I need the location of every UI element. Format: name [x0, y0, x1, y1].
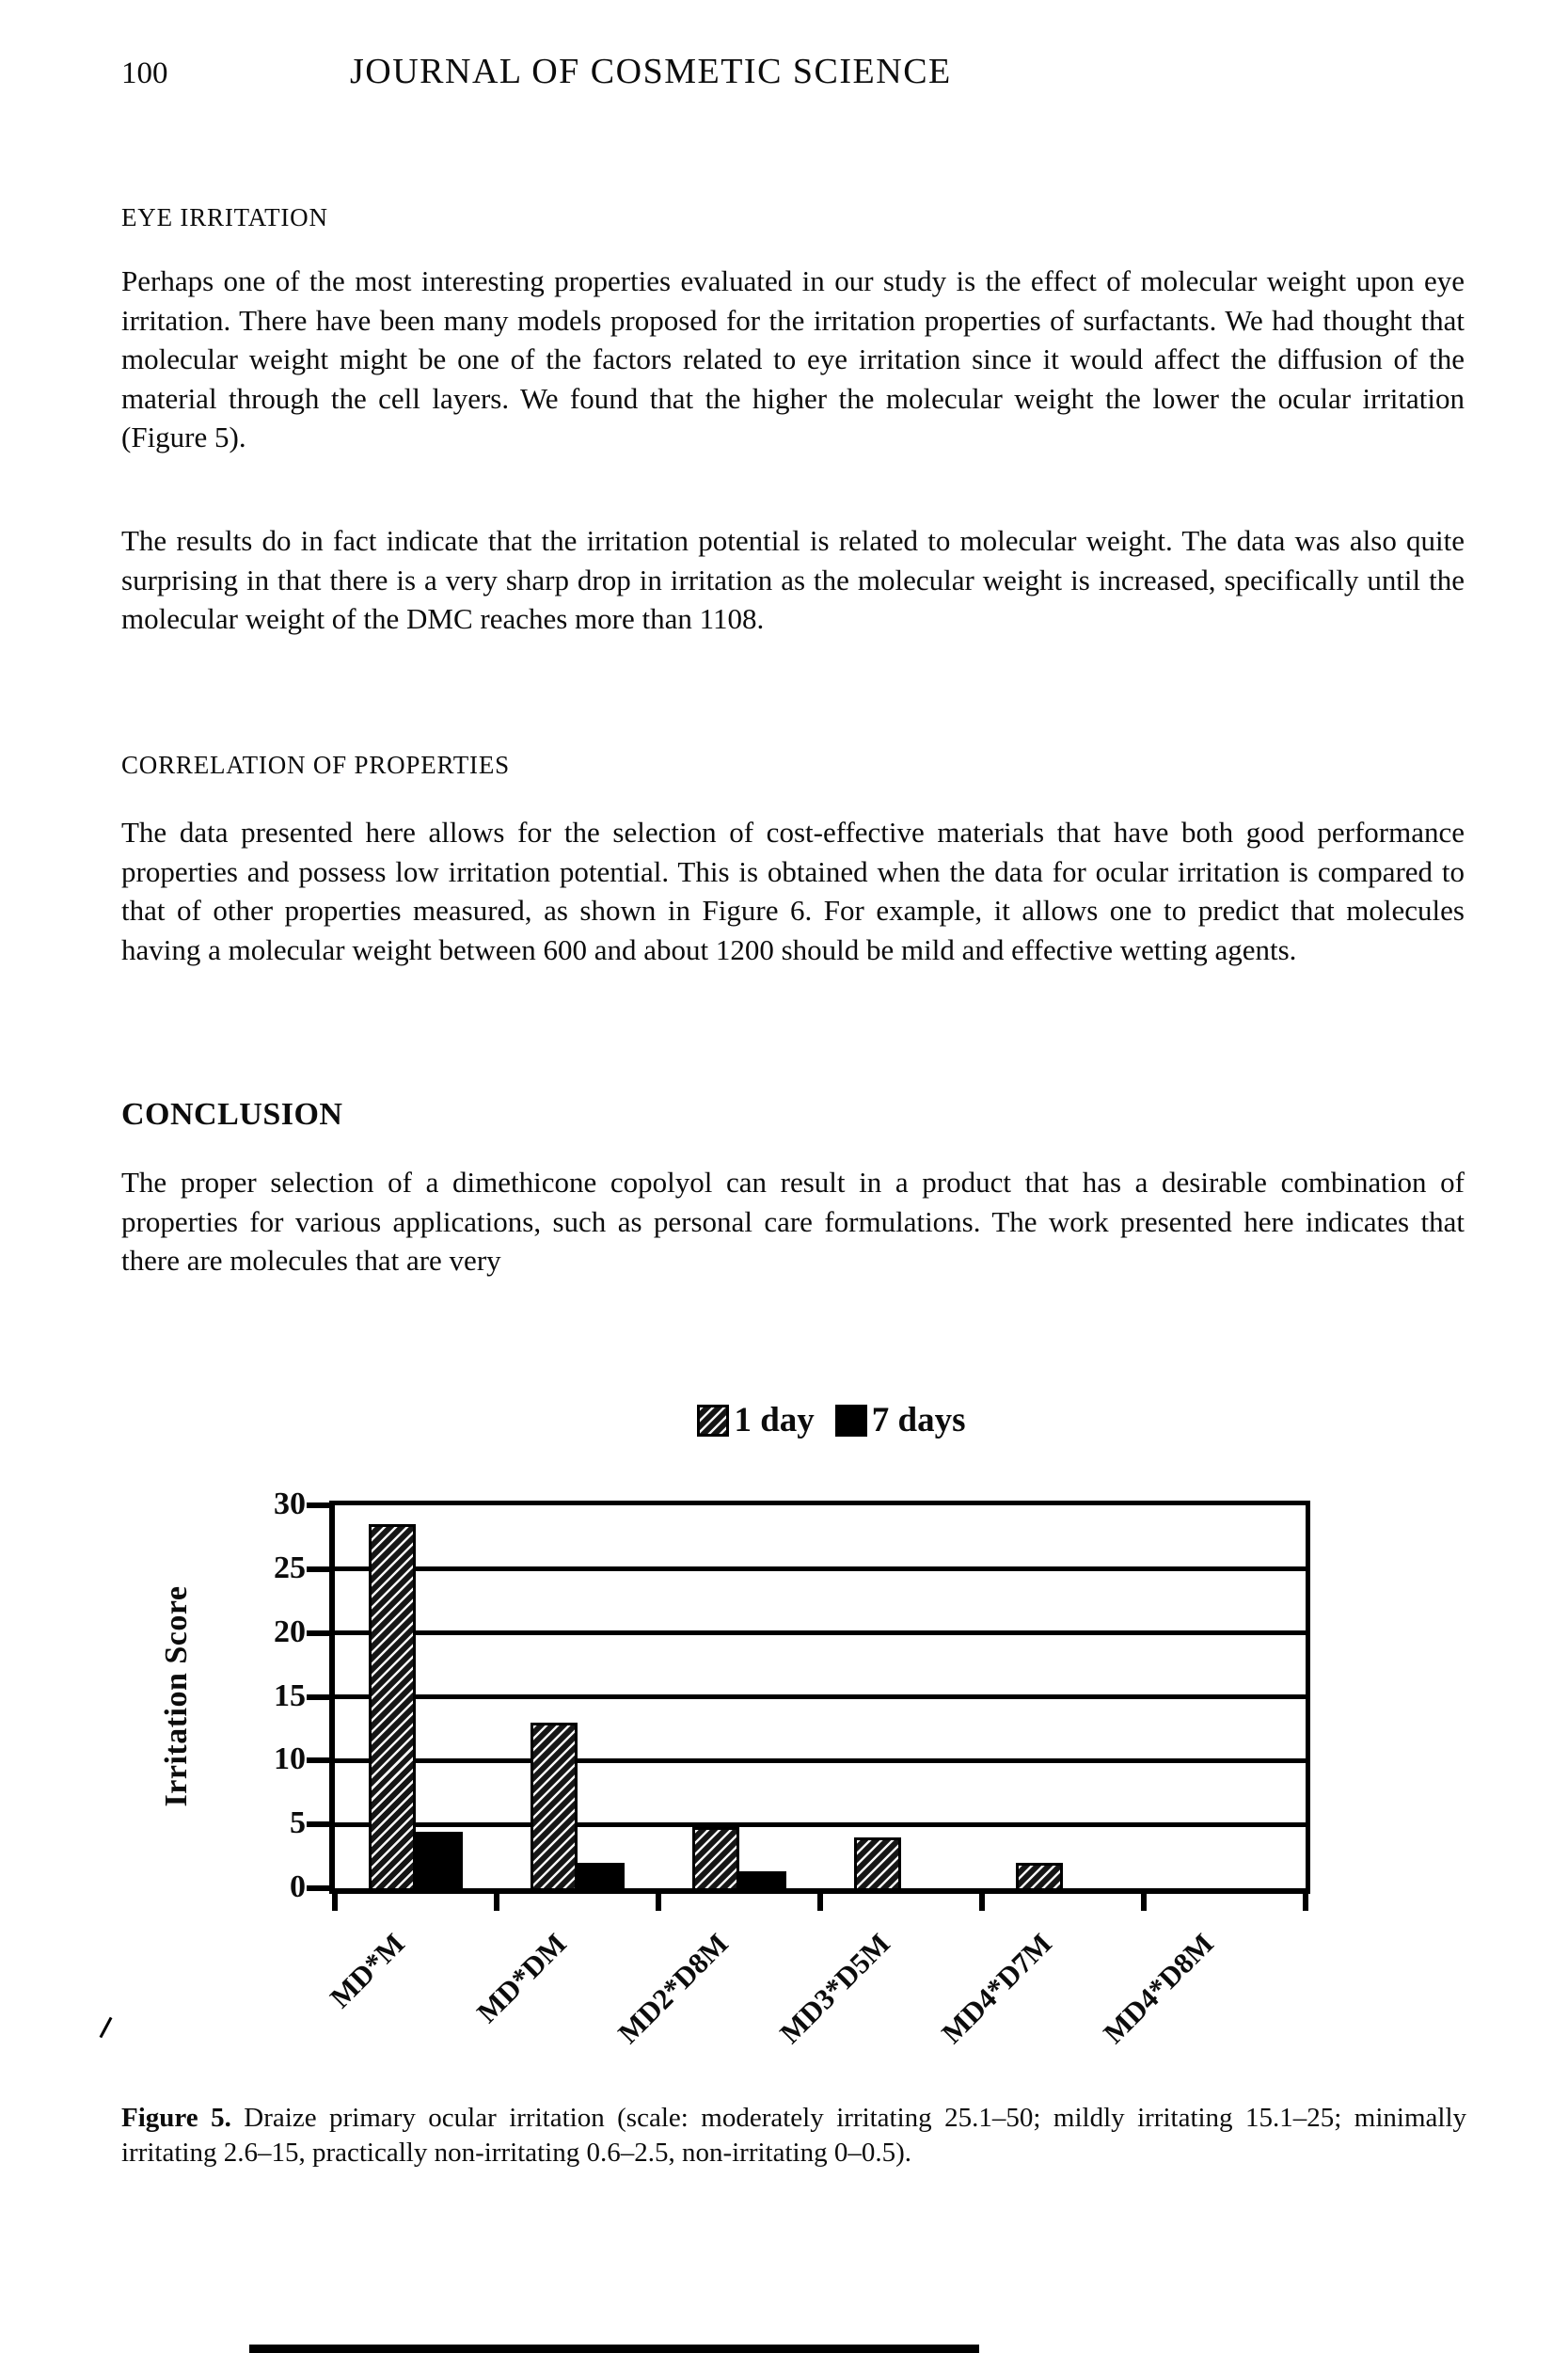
- y-tick-label-30: 30: [274, 1487, 306, 1522]
- paragraph-conclusion-1: The proper selection of a dimethicone copolyol can result in a product that has a desirable combination of properties for various applications, such as personal care formulations. The work presented here indicates that there are molecules that are very: [121, 1166, 1465, 1277]
- figure-caption: [121, 2101, 1466, 2170]
- y-tick-30: [307, 1502, 329, 1508]
- y-tick-5: [307, 1821, 329, 1827]
- y-tick-label-5: 5: [290, 1805, 306, 1841]
- x-tick-4: [979, 1894, 985, 1911]
- x-label-MD*DM: MD*DM: [469, 1927, 573, 2029]
- bar-group-MD*M: [335, 1505, 497, 1888]
- x-axis-labels: [323, 1916, 1306, 2085]
- bar-group-MD4*D7M: [982, 1505, 1144, 1888]
- y-tick-label-10: 10: [274, 1741, 306, 1777]
- chart-legend: [372, 1400, 1312, 1440]
- section-heading-correlation: CORRELATION OF PROPERTIES: [121, 751, 510, 779]
- legend-label-7-days: 7 days: [871, 1401, 966, 1439]
- bar-MD3*D5M-1-day: [854, 1837, 901, 1888]
- bar-group-MD*DM: [497, 1505, 658, 1888]
- legend-label-1-day: 1 day: [734, 1401, 815, 1439]
- x-label-MD2*D8M: MD2*D8M: [611, 1927, 735, 2050]
- bar-group-MD3*D5M: [820, 1505, 982, 1888]
- y-tick-label-20: 20: [274, 1614, 306, 1649]
- journal-title: JOURNAL OF COSMETIC SCIENCE: [350, 52, 952, 91]
- figure-caption-label: Figure 5.: [121, 2103, 231, 2133]
- x-tick-2: [656, 1894, 661, 1911]
- scan-artifact-strip: [249, 2345, 979, 2353]
- x-label-MD*M: MD*M: [323, 1927, 411, 2014]
- x-tick-5: [1141, 1894, 1147, 1911]
- bar-MD2*D8M-7-days: [739, 1871, 786, 1888]
- y-tick-label-25: 25: [274, 1550, 306, 1586]
- bar-MD*DM-1-day: [531, 1723, 578, 1888]
- y-tick-15: [307, 1694, 329, 1700]
- bar-MD*M-1-day: [369, 1524, 416, 1888]
- page-number: 100: [121, 56, 168, 90]
- legend-swatch-hatched: [697, 1405, 729, 1437]
- section-heading-eye-irritation: EYE IRRITATION: [121, 203, 328, 231]
- scan-artifact-mark: [100, 2017, 113, 2039]
- y-axis-labels: [207, 1487, 306, 1905]
- bar-MD4*D7M-1-day: [1016, 1863, 1063, 1888]
- bar-MD2*D8M-1-day: [692, 1827, 739, 1888]
- figure-caption-text: Draize primary ocular irritation (scale: moderately irritating 25.1–50; mildly irritating 15.1–25; minimally irritating 2.6–15, practically non-irritating 0.6–2.5, non-irritating 0–0.5).: [121, 2103, 1466, 2168]
- paragraph-eye-irritation-1: Perhaps one of the most interesting properties evaluated in our study is the effect of molecular weight upon eye irritation. There have been many models proposed for the irritation properties of surfactants. We had thought that molecular weight might be one of the factors related to eye irritation since it would affect the diffusion of the material through the cell layers. We found that the higher the molecular weight the lower the ocular irritation (Figure 5).: [121, 264, 1465, 453]
- paragraph-eye-irritation-2: The results do in fact indicate that the irritation potential is related to molecular weight. The data was also quite surprising in that there is a very sharp drop in irritation as the molecular weight is increased, specifically until the molecular weight of the DMC reaches more than 1108.: [121, 524, 1465, 635]
- chart-plot-area: [329, 1501, 1310, 1894]
- x-label-MD4*D7M: MD4*D7M: [935, 1927, 1058, 2050]
- bar-MD*DM-7-days: [578, 1863, 625, 1888]
- x-label-MD4*D8M: MD4*D8M: [1097, 1927, 1220, 2050]
- y-axis-title: Irritation Score: [159, 1585, 194, 1807]
- section-heading-conclusion: CONCLUSION: [121, 1097, 343, 1132]
- y-tick-10: [307, 1757, 329, 1763]
- x-label-MD3*D5M: MD3*D5M: [773, 1927, 896, 2050]
- x-tick-1: [494, 1894, 499, 1911]
- y-tick-25: [307, 1566, 329, 1572]
- y-tick-label-0: 0: [290, 1869, 306, 1905]
- x-tick-6: [1303, 1894, 1308, 1911]
- bar-MD*M-7-days: [416, 1832, 463, 1888]
- paragraph-correlation-1: The data presented here allows for the selection of cost-effective materials that have both good performance properties and possess low irritation potential. This is obtained when the data for ocular irritation is compared to that of other properties measured, as shown in Figure 6. For example, it allows one to predict that molecules having a molecular weight between 600 and about 1200 should be mild and effective wetting agents.: [121, 816, 1465, 966]
- y-tick-20: [307, 1630, 329, 1636]
- y-tick-label-15: 15: [274, 1677, 306, 1713]
- x-tick-0: [332, 1894, 338, 1911]
- legend-swatch-solid: [835, 1405, 867, 1437]
- y-tick-0: [307, 1885, 329, 1891]
- x-tick-3: [817, 1894, 823, 1911]
- bar-group-MD2*D8M: [658, 1505, 820, 1888]
- bar-group-MD4*D8M: [1144, 1505, 1306, 1888]
